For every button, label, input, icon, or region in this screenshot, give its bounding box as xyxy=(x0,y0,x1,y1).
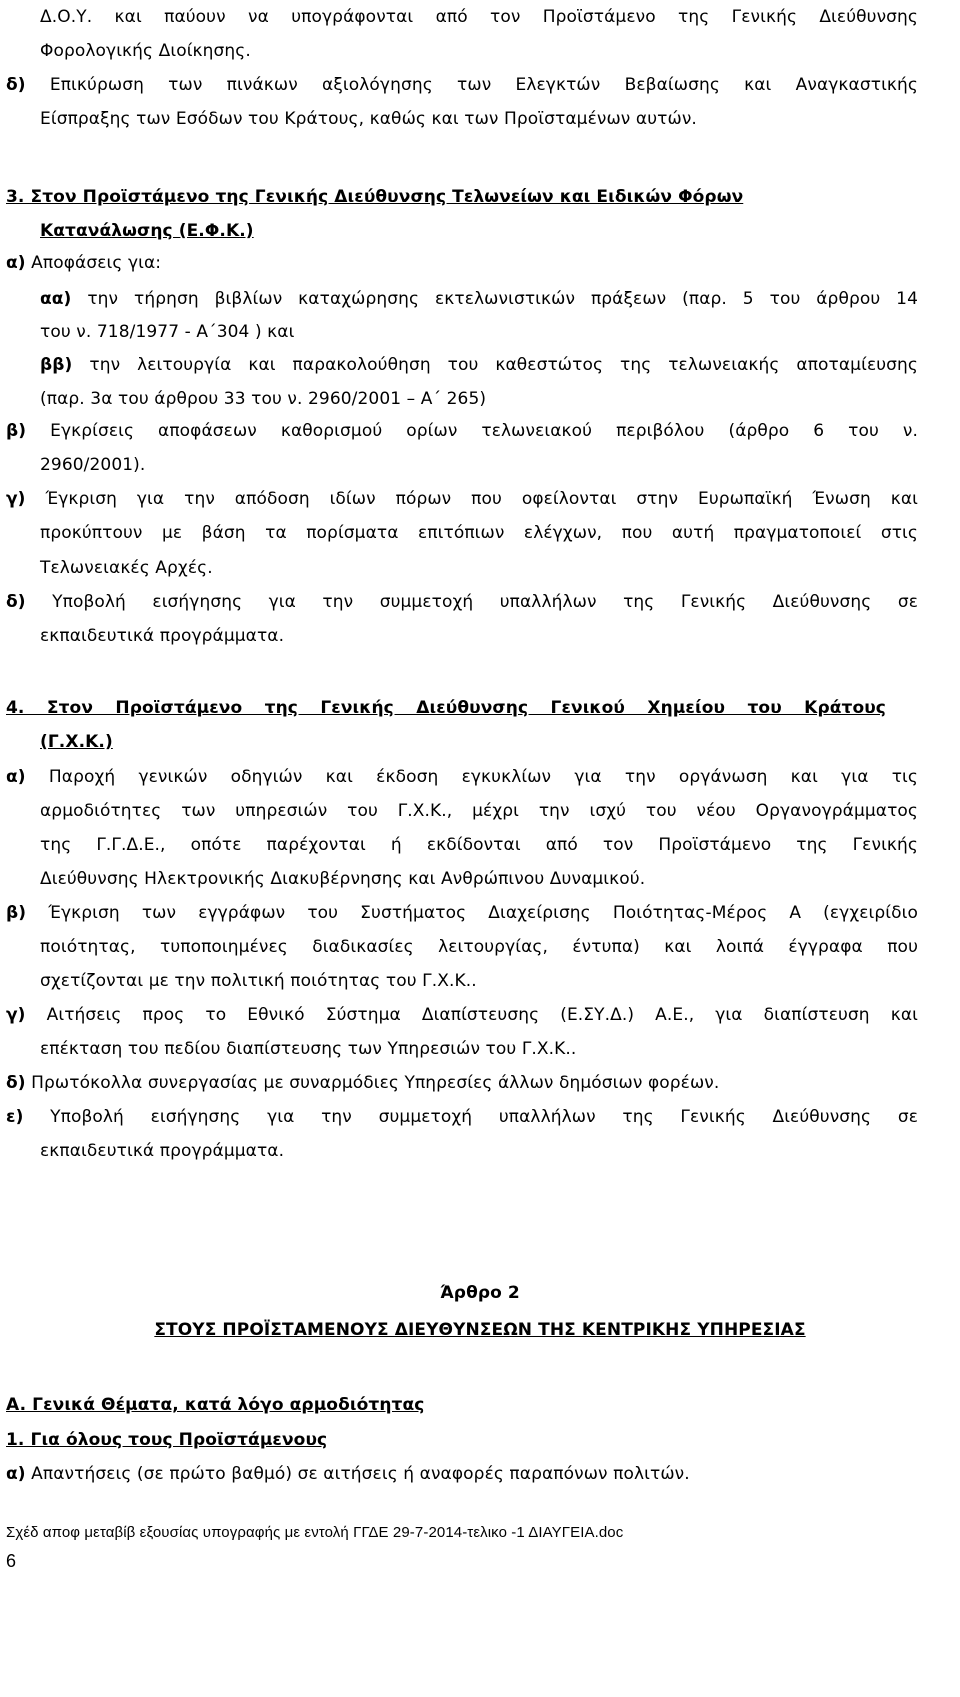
list-item-g: γ) Έγκριση για την απόδοση ιδίων πόρων που οφείλονται στην Ευρωπαϊκή Ένωση και xyxy=(6,489,918,509)
list-item-a: α) Παροχή γενικών οδηγιών και έκδοση εγκυκλίων για την οργάνωση και για τις xyxy=(6,767,918,787)
text-line: προκύπτουν με βάση τα πορίσματα επιτόπιων ελέγχων, που αυτή πραγματοποιεί στις xyxy=(40,523,918,543)
list-item-b: β) Εγκρίσεις αποφάσεων καθορισμού ορίων τελωνειακού περιβόλου (άρθρο 6 του ν. xyxy=(6,421,918,441)
section-heading-3-cont: Κατανάλωσης (Ε.Φ.Κ.) xyxy=(40,221,254,241)
sublist-item-aa: αα) την τήρηση βιβλίων καταχώρησης εκτελωνιστικών πράξεων (παρ. 5 του άρθρου 14 xyxy=(40,289,918,309)
text-line: εκπαιδευτικά προγράμματα. xyxy=(40,1141,285,1161)
text-line: Είσπραξης των Εσόδων του Κράτους, καθώς και των Προϊσταμένων αυτών. xyxy=(40,109,697,129)
text-line: του ν. 718/1977 - Α΄304 ) και xyxy=(40,322,295,342)
section-heading-4: 4. Στον Προϊστάμενο της Γενικής Διεύθυνσης Γενικού Χημείου του Κράτους xyxy=(6,698,886,718)
sublist-item-bb: ββ) την λειτουργία και παρακολούθηση του καθεστώτος της τελωνειακής αποταμίευσης xyxy=(40,355,918,375)
list-item-b: β) Έγκριση των εγγράφων του Συστήματος Διαχείρισης Ποιότητας-Μέρος Α (εγχειρίδιο xyxy=(6,903,918,923)
text-line: (παρ. 3α του άρθρου 33 του ν. 2960/2001 – Α΄ 265) xyxy=(40,389,487,409)
text-line: Τελωνειακές Αρχές. xyxy=(40,558,213,578)
text-line: Διεύθυνσης Ηλεκτρονικής Διακυβέρνησης και Ανθρώπινου Δυναμικού. xyxy=(40,869,646,889)
text-line: της Γ.Γ.Δ.Ε., οπότε παρέχονται ή εκδίδονται από τον Προϊστάμενο της Γενικής xyxy=(40,835,918,855)
list-item-d: δ) Υποβολή εισήγησης για την συμμετοχή υπαλλήλων της Γενικής Διεύθυνσης σε xyxy=(6,592,918,612)
list-item-d: δ) Επικύρωση των πινάκων αξιολόγησης των Ελεγκτών Βεβαίωσης και Αναγκαστικής xyxy=(6,75,918,95)
article-heading: ΣΤΟΥΣ ΠΡΟΪΣΤΑΜΕΝΟΥΣ ΔΙΕΥΘΥΝΣΕΩΝ ΤΗΣ ΚΕΝΤΡΙΚΗΣ ΥΠΗΡΕΣΙΑΣ xyxy=(154,1320,806,1340)
list-item-a: α) Αποφάσεις για: xyxy=(6,253,162,273)
text-line: ποιότητας, τυποποιημένες διαδικασίες λειτουργίας, έντυπα) και λοιπά έγγραφα που xyxy=(40,937,918,957)
section-heading-3: 3. Στον Προϊστάμενο της Γενικής Διεύθυνσης Τελωνείων και Ειδικών Φόρων xyxy=(6,187,744,207)
text-line: Φορολογικής Διοίκησης. xyxy=(40,41,251,61)
list-item-d: δ) Πρωτόκολλα συνεργασίας με συναρμόδιες Υπηρεσίες άλλων δημόσιων φορέων. xyxy=(6,1073,720,1093)
footer-filename: Σχέδ αποφ μεταβίβ εξουσίας υπογραφής με εντολή ΓΓΔΕ 29-7-2014-τελικο -1 ΔΙΑΥΓΕΙΑ.doc xyxy=(6,1524,624,1541)
page-number: 6 xyxy=(6,1551,17,1571)
list-item-g: γ) Αιτήσεις προς το Εθνικό Σύστημα Διαπίστευσης (Ε.ΣΥ.Δ.) Α.Ε., για διαπίστευση και xyxy=(6,1005,918,1025)
section-heading-4-cont: (Γ.Χ.Κ.) xyxy=(40,732,113,752)
list-item-e: ε) Υποβολή εισήγησης για την συμμετοχή υπαλλήλων της Γενικής Διεύθυνσης σε xyxy=(6,1107,918,1127)
text-line: επέκταση του πεδίου διαπίστευσης των Υπηρεσιών του Γ.Χ.Κ.. xyxy=(40,1039,577,1059)
subsection-1-heading: 1. Για όλους τους Προϊστάμενους xyxy=(6,1430,328,1450)
text-line: 2960/2001). xyxy=(40,455,146,475)
article-title: Άρθρο 2 xyxy=(440,1283,520,1303)
text-line: εκπαιδευτικά προγράμματα. xyxy=(40,626,285,646)
list-item-a: α) Απαντήσεις (σε πρώτο βαθμό) σε αιτήσεις ή αναφορές παραπόνων πολιτών. xyxy=(6,1464,690,1484)
text-line: Δ.Ο.Υ. και παύουν να υπογράφονται από τον Προϊστάμενο της Γενικής Διεύθυνσης xyxy=(40,7,918,27)
subsection-a-heading: A. Γενικά Θέματα, κατά λόγο αρμοδιότητας xyxy=(6,1395,425,1415)
text-line: αρμοδιότητες των υπηρεσιών του Γ.Χ.Κ., μέχρι την ισχύ του νέου Οργανογράμματος xyxy=(40,801,918,821)
text-line: σχετίζονται με την πολιτική ποιότητας του Γ.Χ.Κ.. xyxy=(40,971,477,991)
